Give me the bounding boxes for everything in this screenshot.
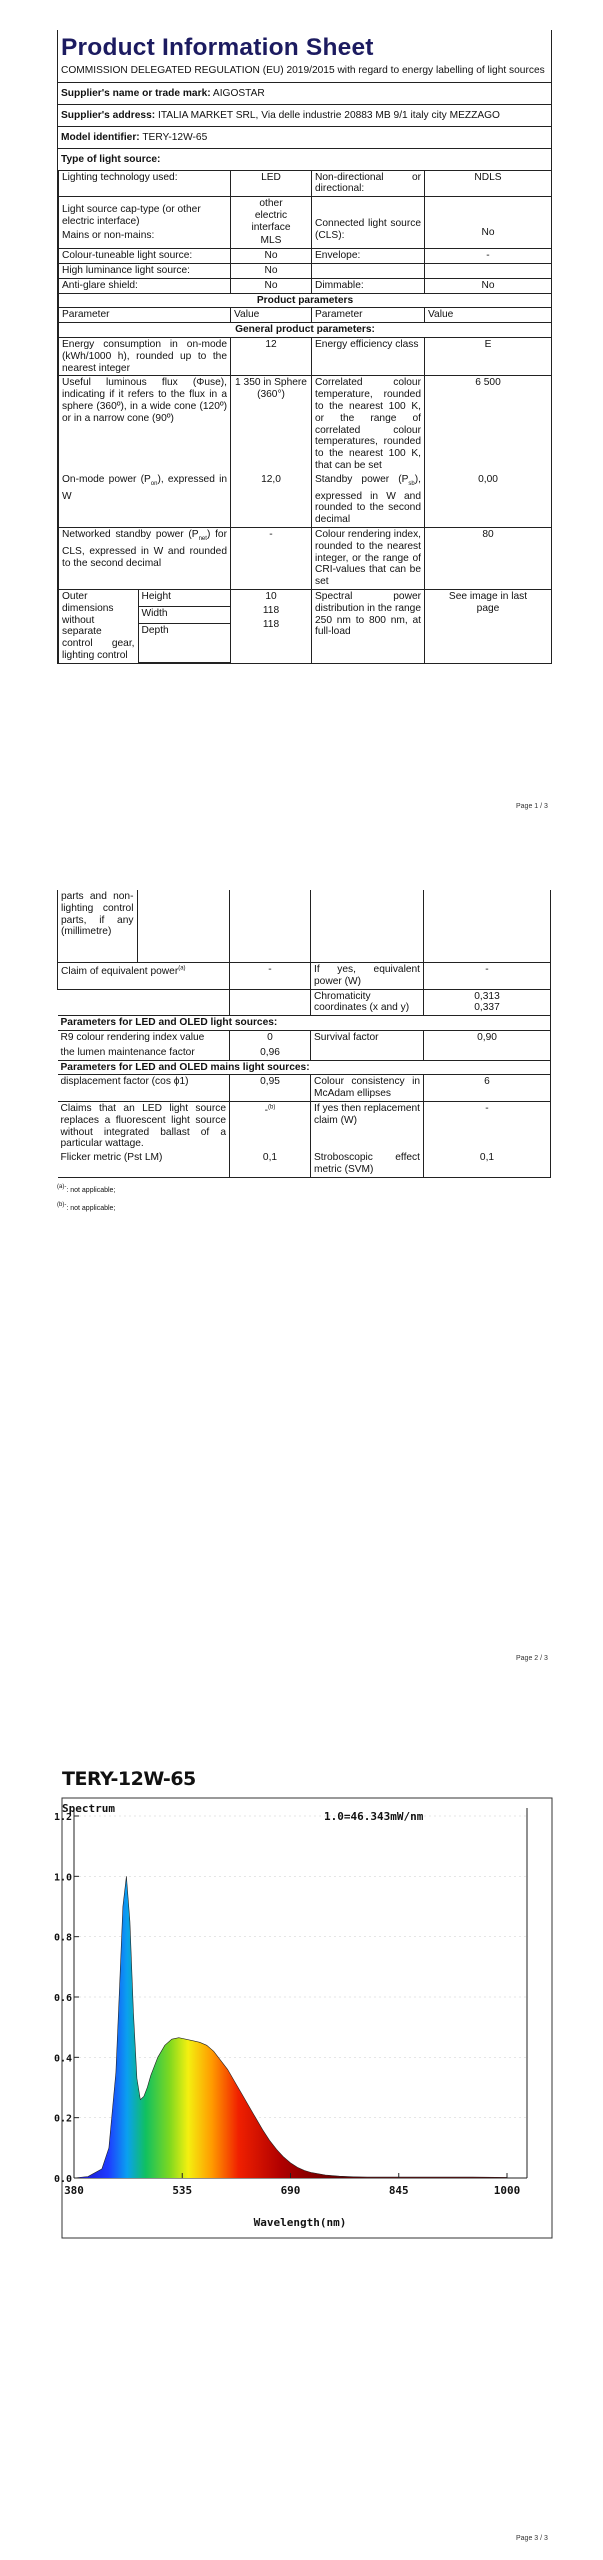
chart-annotation: 1.0=46.343mW/nm (324, 1810, 424, 1823)
x-tick-label: 380 (64, 2184, 84, 2197)
r9-value: 0 (267, 1031, 273, 1043)
cls-label: Connected light source (CLS): (312, 217, 425, 249)
supplier-address: ITALIA MARKET SRL, Via delle industrie 20883 MB 9/1 italy city MEZZAGO (157, 109, 500, 121)
table-row (58, 1151, 551, 1177)
spectral-distribution-label: Spectral power distribution in the range 250 nm to 800 nm, at full-load (312, 590, 425, 664)
y-tick-label: 0.4 (53, 2053, 72, 2065)
depth-value: 118 (262, 618, 280, 630)
table-row (58, 1016, 551, 1031)
outer-dimensions-continued: parts and non-lighting control parts, if any (millimetre) (58, 890, 137, 962)
replacement-claim-value: - (424, 1101, 551, 1151)
table-row (59, 170, 552, 197)
table-row (58, 989, 551, 1016)
networked-standby-value: - (231, 528, 312, 590)
energy-consumption-label: Energy consumption in on-mode (kWh/1000 h), rounded up to the nearest integer (59, 338, 231, 376)
supplier-address-row (58, 104, 551, 126)
chromaticity-x: 0,313 (474, 990, 500, 1002)
table-row (58, 1075, 551, 1102)
table-row (59, 249, 552, 264)
y-tick-label: 1.0 (53, 1872, 72, 1884)
value-header: Value (425, 308, 552, 323)
cap-type-value: other electric interface (251, 198, 291, 233)
table-row (58, 963, 551, 990)
x-axis-label: Wavelength(nm) (253, 2216, 347, 2229)
spec-table-page-1 (58, 170, 552, 665)
mains-value: MLS (260, 235, 282, 247)
displacement-factor-value: 0,95 (230, 1075, 311, 1102)
survival-factor-value: 0,90 (424, 1030, 551, 1060)
product-parameters-heading: Product parameters (59, 293, 552, 308)
supplier-address-label: Supplier's address: (61, 109, 156, 121)
energy-consumption-value: 12 (231, 338, 312, 376)
cls-value: No (425, 217, 552, 249)
table-row (58, 1060, 551, 1075)
standby-power-value: 0,00 (425, 473, 552, 528)
lighting-technology-value: LED (231, 170, 312, 197)
chromaticity-y: 0,337 (474, 1002, 500, 1014)
type-of-light-source-label: Type of light source: (58, 148, 551, 170)
footnote-a: $^{(a)-}$: not applicable; (57, 1183, 116, 1194)
page-title: Product Information Sheet (61, 34, 374, 61)
table-row (59, 473, 552, 528)
table-row (59, 308, 552, 323)
flicker-metric-label: Flicker metric (Pst LM) (58, 1151, 230, 1177)
luminous-flux-value: 1 350 in Sphere (360°) (231, 376, 312, 473)
mains-parameters-heading: Parameters for LED and OLED mains light sources: (58, 1060, 551, 1075)
standby-power-label: Standby power $(P_{sb})$, expressed in W and rounded to the second decimal (315, 473, 421, 526)
spectral-distribution-value: See image in last page (425, 590, 552, 664)
fluorescent-replacement-label: Claims that an LED light source replaces a fluorescent light source without integrated ballast of a particular wattage. (58, 1101, 230, 1151)
envelope-value: - (425, 249, 552, 264)
table-row (59, 293, 552, 308)
lumen-maintenance-label: the lumen maintenance factor (60, 1046, 195, 1058)
model-title: TERY-12W-65 (62, 1768, 196, 1790)
table-row (59, 338, 552, 376)
networked-standby-label: Networked standby power $(P_{net})$ for CLS, expressed in W and rounded to the second decimal (62, 529, 227, 569)
y-tick-label: 1.2 (53, 1812, 72, 1823)
envelope-label: Envelope: (312, 249, 425, 264)
model-row (58, 126, 551, 148)
page-number: Page 3 / 3 (516, 2535, 548, 2542)
sheet-page-2 (57, 890, 550, 1216)
x-tick-label: 690 (280, 2184, 301, 2197)
energy-class-label: Energy efficiency class (312, 338, 425, 376)
general-parameters-heading: General product parameters: (59, 323, 552, 338)
led-parameters-heading: Parameters for LED and OLED light sources: (58, 1016, 551, 1031)
directional-label: Non-directional or directional: (312, 170, 425, 197)
equivalent-power-value: - (424, 963, 551, 990)
chart-title: Spectrum (62, 1802, 115, 1815)
y-tick-label: 0.0 (53, 2174, 72, 2185)
displacement-factor-label: displacement factor (cos ϕ1) (58, 1075, 230, 1102)
luminous-flux-label: Useful luminous flux (Φuse), indicating if it refers to the flux in a sphere (360º), in a wide cone (120º) or in a narrow cone (90º) (59, 376, 231, 473)
table-row (59, 528, 552, 590)
model-identifier: TERY-12W-65 (142, 131, 208, 143)
page-number: Page 1 / 3 (516, 803, 548, 810)
supplier-name-label: Supplier's name or trade mark: (61, 87, 211, 99)
table-row (59, 323, 552, 338)
depth-label: Depth (138, 624, 230, 663)
y-tick-label: 0.8 (53, 1932, 72, 1944)
r9-label: R9 colour rendering index value (60, 1031, 205, 1043)
dimmable-label: Dimmable: (312, 278, 425, 293)
page-2 (0, 840, 603, 1680)
parameter-header: Parameter (312, 308, 425, 323)
table-row (59, 264, 552, 279)
chromaticity-label: Chromaticity coordinates (x and y) (311, 989, 424, 1016)
cap-type-label: Light source cap-type (or other electric interface) (62, 203, 201, 227)
supplier-name: AIGOSTAR (212, 87, 265, 99)
equivalent-power-claim-value: - (230, 963, 311, 990)
parameter-header: Parameter (59, 308, 231, 323)
footnotes (57, 1180, 550, 1216)
spec-table-page-2 (57, 890, 551, 1178)
cct-label: Correlated colour temperature, rounded to the nearest 100 K, or the range of correlated colour temperatures, rounded to the nearest 100 K, that can be set (312, 376, 425, 473)
anti-glare-label: Anti-glare shield: (59, 278, 231, 293)
on-mode-power-value: 12,0 (231, 473, 312, 528)
stroboscopic-value: 0,1 (424, 1151, 551, 1177)
colour-tuneable-value: No (231, 249, 312, 264)
table-row (59, 376, 552, 473)
table-row (58, 1030, 551, 1060)
y-tick-label: 0.6 (53, 1993, 72, 2004)
page-3 (0, 1680, 603, 2560)
anti-glare-value: No (231, 278, 312, 293)
table-row (59, 197, 552, 218)
flicker-metric-value: 0,1 (230, 1151, 311, 1177)
spectrum-chart (53, 1798, 552, 2238)
high-luminance-value: No (231, 264, 312, 279)
cri-value: 80 (425, 528, 552, 590)
page-number: Page 2 / 3 (516, 1655, 548, 1662)
colour-consistency-label: Colour consistency in McAdam ellipses (311, 1075, 424, 1102)
on-mode-power-label: On-mode power $(P_{on})$, expressed in W (62, 473, 227, 502)
cri-label: Colour rendering index, rounded to the nearest integer, or the range of CRI-values that can be set (312, 528, 425, 590)
fluorescent-replacement-value: -$^{(b)}$ (264, 1104, 276, 1117)
value-header: Value (231, 308, 312, 323)
equivalent-power-claim-label: Claim of equivalent power$^{(a)}$ (61, 966, 186, 978)
replacement-claim-label: If yes then replacement claim (W) (311, 1101, 424, 1151)
lumen-maintenance-value: 0,96 (260, 1046, 280, 1058)
dimmable-value: No (425, 278, 552, 293)
stroboscopic-label: Stroboscopic effect metric (SVM) (311, 1151, 424, 1177)
table-row (59, 278, 552, 293)
colour-consistency-value: 6 (424, 1075, 551, 1102)
colour-tuneable-label: Colour-tuneable light source: (59, 249, 231, 264)
energy-class-value: E (425, 338, 552, 376)
outer-dimensions-label: Outer dimensions without separate control gear, lighting control (59, 590, 138, 663)
high-luminance-label: High luminance light source: (59, 264, 231, 279)
directional-value: NDLS (425, 170, 552, 197)
height-value: 10 (265, 591, 277, 603)
cct-value: 6 500 (425, 376, 552, 473)
width-value: 118 (262, 604, 280, 616)
x-tick-label: 1000 (493, 2184, 521, 2197)
survival-factor-label: Survival factor (311, 1030, 424, 1060)
footnote-b: $^{(b)-}$: not applicable; (57, 1201, 116, 1212)
x-tick-label: 845 (388, 2184, 409, 2197)
width-label: Width (138, 607, 230, 624)
table-row (58, 1101, 551, 1151)
model-label: Model identifier: (61, 131, 140, 143)
page-1 (0, 0, 603, 840)
table-row (59, 590, 552, 664)
supplier-name-row (58, 82, 551, 104)
regulation-text: COMMISSION DELEGATED REGULATION (EU) 2019/2015 with regard to energy labelling of light sources (61, 65, 545, 76)
x-tick-label: 535 (172, 2184, 193, 2197)
sheet-page-1 (57, 30, 552, 664)
y-tick-label: 0.2 (53, 2113, 72, 2125)
height-label: Height (138, 590, 230, 607)
mains-label: Mains or non-mains: (62, 229, 155, 241)
lighting-technology-label: Lighting technology used: (59, 170, 231, 197)
equivalent-power-label: If yes, equivalent power (W) (311, 963, 424, 990)
table-row (58, 890, 551, 963)
